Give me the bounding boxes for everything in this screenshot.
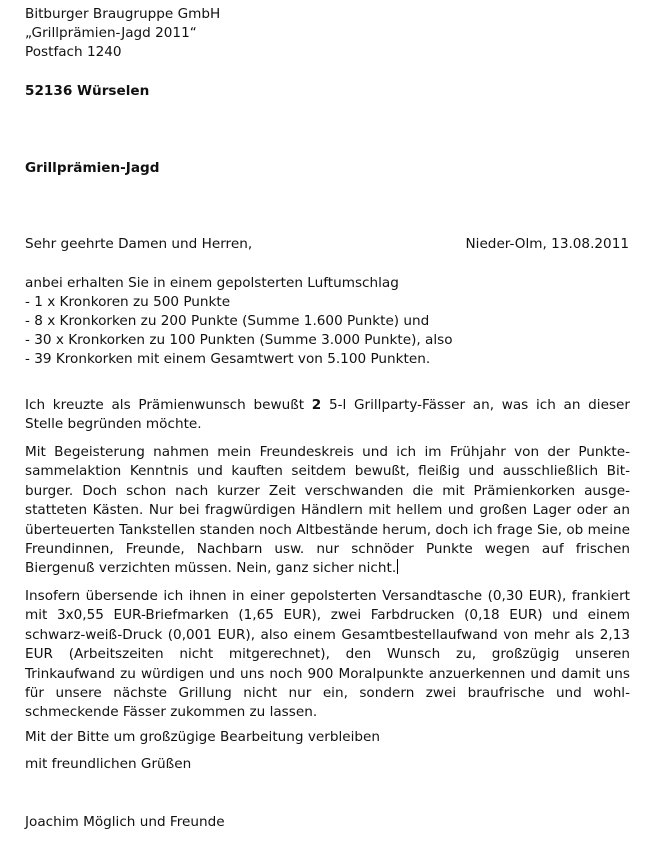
recipient-company: Bitburger Braugruppe GmbH xyxy=(25,6,221,22)
recipient-postbox: Postfach 1240 xyxy=(25,44,122,60)
greeting: mit freundlichen Grüßen xyxy=(25,756,192,772)
request-paragraph: Insofern übersende ich ihnen in einer gepolsterten Versandtasche (0,30 EUR), frankiert mit 3x0,55 EUR-Briefmarken (1,65 EUR), zwei Farbdrucken (0,18 EUR) und einem schwarz-weiß-Druck (0,001 EUR), also einem Gesamtbestellaufwand von mehr als 2,13 EUR (Arbeitszeiten nicht mitgerechnet), den Wunsch zu, großzügig unseren Trinkaufwand zu würdigen und uns noch 900 Moralpunkte anzuerkennen und damit uns für unsere nächste Grillung nicht nur ein, sondern zwei braufrische und wohlschmeckende Fässer zukommen zu lassen. xyxy=(25,588,630,721)
wish-text-before: Ich kreuzte als Prämienwunsch bewußt xyxy=(25,397,312,413)
wish-count: 2 xyxy=(311,397,322,413)
enthusiasm-paragraph xyxy=(25,443,630,579)
recipient-city: 52136 Würselen xyxy=(25,83,150,99)
wish-paragraph xyxy=(25,396,630,435)
contents-item: - 1 x Kronkoren zu 500 Punkte xyxy=(25,294,231,310)
recipient-campaign: „Grillprämien-Jagd 2011“ xyxy=(25,25,197,41)
contents-intro: anbei erhalten Sie in einem gepolsterten Luftumschlag xyxy=(25,275,399,291)
salutation: Sehr geehrte Damen und Herren, xyxy=(25,236,253,252)
place-date: Nieder-Olm, 13.08.2011 xyxy=(465,236,629,252)
wish-text-after: 5-l Grillparty-Fässer an, was ich an dieser Stelle begründen möchte. xyxy=(25,397,630,433)
contents-item: - 30 x Kronkorken zu 100 Punkten (Summe 3.000 Punkte), also xyxy=(25,332,453,348)
contents-item: - 39 Kronkorken mit einem Gesamtwert von 5.100 Punkten. xyxy=(25,351,431,367)
enthusiasm-text: Mit Begeisterung nahmen mein Freundeskreis und ich im Frühjahr von der Punktesammelaktion Kenntnis und kauften seitdem bewußt, fleißig und ausschließlich Bitburger. Doch schon nach kurzer Zeit verschwanden die mit Prämienkorken ausgestatteten Kästen. Nur bei fragwürdigen Händlern mit hellem und großen Lager oder an überteuerten Tankstellen standen noch Altbestände herum, doch ich frage Sie, ob meine Freundinnen, Freunde, Nachbarn usw. nur schnöder Punkte wegen auf frischen Biergenuß verzichten müssen. Nein, ganz sicher nicht. xyxy=(25,444,630,577)
signature: Joachim Möglich und Freunde xyxy=(25,814,225,830)
closing-line: Mit der Bitte um großzügige Bearbeitung verbleiben xyxy=(25,729,380,745)
letter-subject: Grillprämien-Jagd xyxy=(25,160,160,176)
contents-item: - 8 x Kronkorken zu 200 Punkte (Summe 1.600 Punkte) und xyxy=(25,313,430,329)
text-cursor xyxy=(397,559,398,574)
